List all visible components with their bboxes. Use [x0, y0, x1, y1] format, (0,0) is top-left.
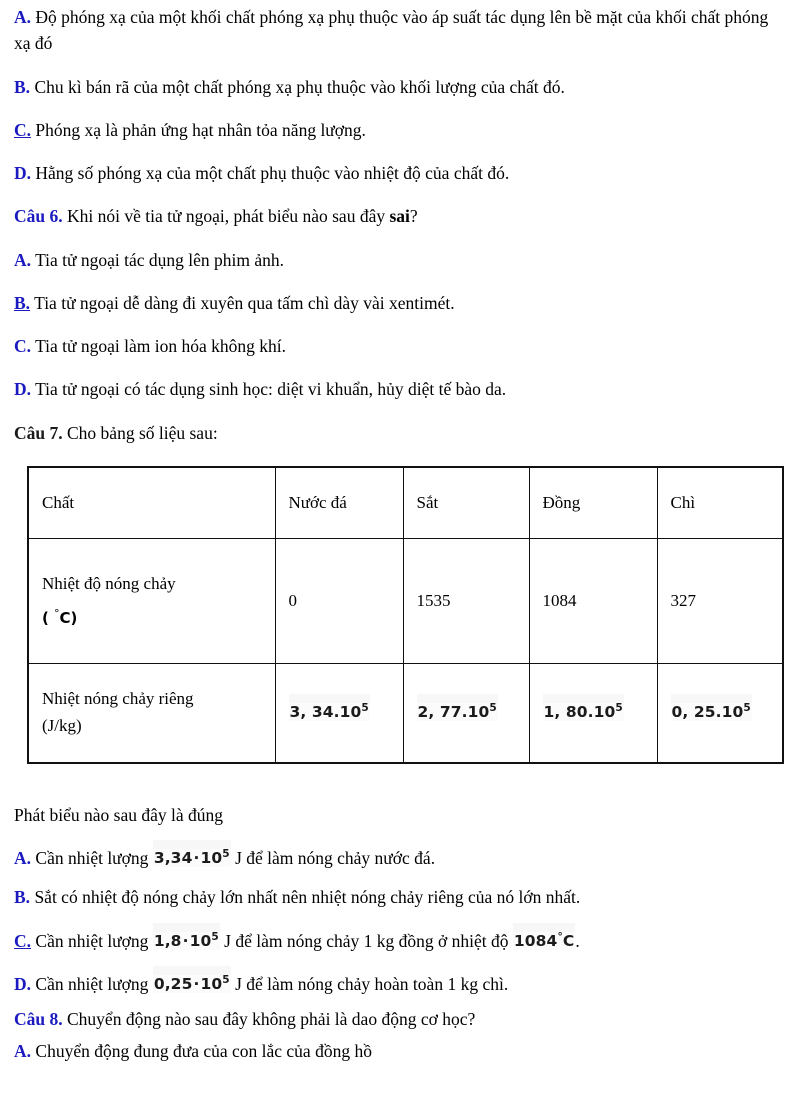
- option-letter-b: B.: [14, 76, 31, 97]
- option-text-a: Độ phóng xạ của một khối chất phóng xạ phụ thuộc vào áp suất tác dụng lên bề mặt của khối chất phóng xạ đó: [14, 7, 769, 54]
- q5-option-c: [14, 117, 784, 143]
- table-cell-value: 327: [657, 538, 783, 663]
- math-exponent: 5: [743, 701, 751, 714]
- q8-option-a: [14, 1038, 784, 1064]
- q6-option-d: [14, 376, 784, 402]
- option-text-d-after: J để làm nóng chảy hoàn toàn 1 kg chì.: [230, 973, 509, 994]
- q6-option-a: [14, 247, 784, 273]
- q7-option-b: [14, 884, 784, 910]
- math-value: [543, 703, 624, 721]
- table-header-col-4: Chì: [657, 467, 783, 539]
- degree-symbol: °: [557, 930, 563, 943]
- question-6-stem-tail: ?: [409, 206, 418, 227]
- option-text-c: Phóng xạ là phản ứng hạt nhân tỏa năng lượng.: [35, 119, 366, 140]
- math-multiplication-dot: ·: [182, 931, 189, 950]
- row-label-line1: Nhiệt nóng chảy riêng: [42, 689, 194, 709]
- option-text-b: Chu kì bán rã của một chất phóng xạ phụ thuộc vào khối lượng của chất đó.: [34, 76, 565, 97]
- math-expression: [153, 975, 231, 993]
- math-mantissa: 3, 34.10: [289, 702, 362, 721]
- question-6-stem-keyword: sai: [389, 206, 410, 227]
- table-row-latent-heat: [28, 663, 783, 763]
- math-mantissa: 2, 77.10: [417, 702, 490, 721]
- math-value: [671, 703, 752, 721]
- option-letter-a: A.: [14, 7, 32, 27]
- question-6-stem: [14, 203, 784, 229]
- q5-option-a: [14, 4, 784, 57]
- option-letter-a: A.: [14, 249, 32, 270]
- table-cell-value: 0: [275, 538, 403, 663]
- math-mantissa: 1,8: [153, 931, 182, 950]
- table-cell-value: 1084: [529, 538, 657, 663]
- row-label-unit-jkg: (J/kg): [42, 715, 82, 735]
- table-header-row-label: Chất: [28, 467, 275, 539]
- option-text-c: Tia tử ngoại làm ion hóa không khí.: [35, 336, 286, 356]
- math-mantissa: 0, 25.10: [671, 702, 744, 721]
- math-power-exponent: 5: [222, 847, 230, 860]
- table-cell-value: [529, 663, 657, 763]
- spacer: [42, 597, 263, 607]
- q6-option-b: [14, 290, 784, 316]
- question-7-stem-text: Cho bảng số liệu sau:: [67, 422, 218, 443]
- question-6-stem-text: Khi nói về tia tử ngoại, phát biểu nào sau đây: [67, 206, 390, 227]
- option-text-d-before: Cần nhiệt lượng: [35, 973, 153, 994]
- degree-symbol: °: [54, 607, 60, 621]
- option-letter-d: D.: [14, 379, 32, 400]
- math-mantissa: 0,25: [153, 974, 193, 993]
- q7-option-c: [14, 928, 784, 954]
- table-row-label-melting-temperature: [28, 538, 275, 663]
- math-mantissa: 3,34: [153, 849, 193, 867]
- option-text-c-before: Cần nhiệt lượng: [35, 930, 153, 951]
- q7-option-a: [14, 845, 784, 871]
- table-row-label-latent-heat: [28, 663, 275, 763]
- unit-prefix: (: [42, 609, 55, 628]
- option-text-c-after: .: [575, 930, 580, 951]
- math-expression: [153, 932, 220, 950]
- option-letter-b: B.: [14, 887, 31, 908]
- q5-option-d: [14, 160, 784, 186]
- option-letter-d: D.: [14, 973, 32, 994]
- q5-option-b: [14, 74, 784, 100]
- option-text-a: Tia tử ngoại tác dụng lên phim ảnh.: [35, 249, 285, 270]
- table-row-header: [28, 467, 783, 539]
- math-power-exponent: 5: [211, 930, 219, 943]
- row-label-line1: Nhiệt độ nóng chảy: [42, 573, 176, 593]
- math-power-base: 10: [200, 974, 223, 993]
- math-multiplication-dot: ·: [193, 974, 200, 993]
- math-power-exponent: 5: [222, 973, 230, 986]
- option-text-a-after: J để làm nóng chảy nước đá.: [230, 848, 436, 868]
- option-letter-c: C.: [14, 119, 32, 140]
- question-6-number: Câu 6.: [14, 206, 63, 227]
- math-value: [289, 703, 370, 721]
- math-multiplication-dot: ·: [193, 849, 200, 867]
- unit-suffix: ): [70, 609, 78, 628]
- question-7-prompt: Phát biểu nào sau đây là đúng: [14, 804, 223, 825]
- option-letter-a: A.: [14, 1041, 32, 1062]
- option-letter-b: B.: [14, 292, 31, 313]
- table-header-col-3: Đồng: [529, 467, 657, 539]
- row-label-unit-celsius: [42, 607, 263, 630]
- question-8-number: Câu 8.: [14, 1009, 63, 1029]
- question-7-number: Câu 7.: [14, 422, 63, 443]
- math-exponent: 5: [489, 701, 497, 714]
- unit-symbol: C: [59, 609, 71, 628]
- melting-point-table: [27, 466, 784, 764]
- math-exponent: 5: [361, 701, 369, 714]
- question-8-stem: [14, 1006, 784, 1032]
- option-text-c-middle: J để làm nóng chảy 1 kg đồng ở nhiệt độ: [219, 930, 513, 951]
- unit-symbol-celsius: C: [562, 931, 575, 950]
- table-header-col-2: Sắt: [403, 467, 529, 539]
- option-text-b: Tia tử ngoại dễ dàng đi xuyên qua tấm chì dày vài xentimét.: [34, 292, 455, 313]
- math-expression: [153, 849, 231, 867]
- table-cell-value: [275, 663, 403, 763]
- math-temperature: [513, 932, 575, 950]
- question-7-stem: [14, 420, 784, 446]
- math-temperature-value: 1084: [513, 931, 558, 950]
- table-cell-value: 1535: [403, 538, 529, 663]
- math-exponent: 5: [615, 701, 623, 714]
- option-text-d: Hằng số phóng xạ của một chất phụ thuộc vào nhiệt độ của chất đó.: [35, 163, 510, 183]
- math-power-base: 10: [189, 931, 212, 950]
- math-value: [417, 703, 498, 721]
- q7-option-d: [14, 971, 784, 997]
- option-text-a: Chuyển động đung đưa của con lắc của đồng hồ: [35, 1041, 372, 1062]
- option-text-d: Tia tử ngoại có tác dụng sinh học: diệt vi khuẩn, hủy diệt tế bào da.: [35, 379, 507, 400]
- option-letter-d: D.: [14, 163, 32, 183]
- table-row-melting-temperature: [28, 538, 783, 663]
- question-8-stem-text: Chuyển động nào sau đây không phải là dao động cơ học?: [67, 1009, 476, 1029]
- q6-option-c: [14, 333, 784, 359]
- data-table-wrapper: [14, 466, 784, 764]
- math-power-base: 10: [200, 849, 223, 867]
- option-text-a-before: Cần nhiệt lượng: [35, 848, 153, 868]
- option-text-b: Sắt có nhiệt độ nóng chảy lớn nhất nên nhiệt nóng chảy riêng của nó lớn nhất.: [34, 887, 581, 908]
- math-mantissa: 1, 80.10: [543, 702, 616, 721]
- table-cell-value: [657, 663, 783, 763]
- option-letter-c: C.: [14, 336, 32, 356]
- option-letter-a: A.: [14, 848, 32, 868]
- option-letter-c: C.: [14, 930, 32, 951]
- table-cell-value: [403, 663, 529, 763]
- table-header-col-1: Nước đá: [275, 467, 403, 539]
